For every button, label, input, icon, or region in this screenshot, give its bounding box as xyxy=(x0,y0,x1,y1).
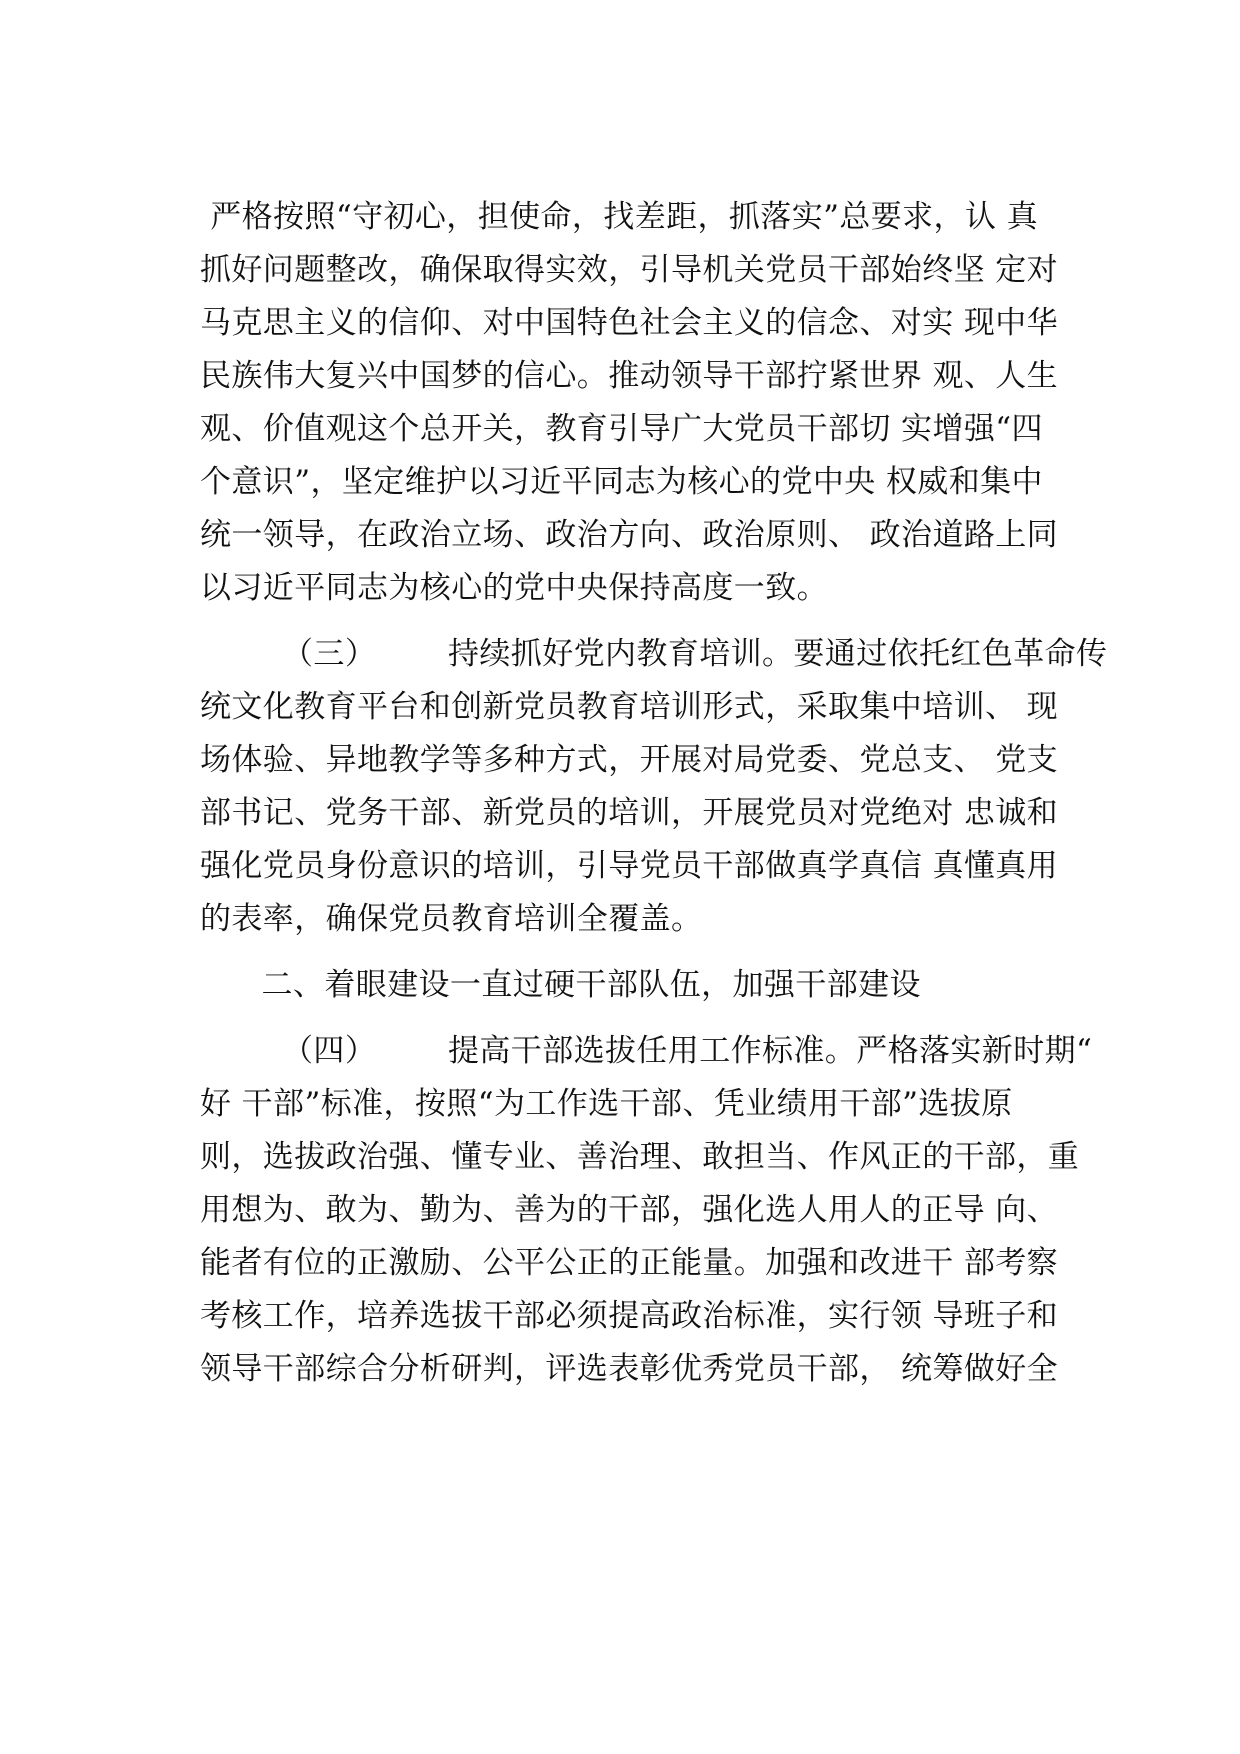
text-line: 好 干部”标准，按照“为工作选干部、凭业绩用干部”选拔原 xyxy=(200,1086,1013,1122)
text-line: 抓好问题整改，确保取得实效，引导机关党员干部始终坚 定对 xyxy=(200,252,1059,288)
text-line: 民族伟大复兴中国梦的信心。推动领导干部拧紧世界 观、人生 xyxy=(200,358,1059,394)
text-line: 考核工作，培养选拔干部必须提高政治标准，实行领 导班子和 xyxy=(200,1298,1059,1334)
text-line: 的表率，确保党员教育培训全覆盖。 xyxy=(200,901,703,937)
text-line: 观、价值观这个总开关，教育引导广大党员干部切 实增强“四 xyxy=(200,411,1043,447)
text-line: 马克思主义的信仰、对中国特色社会主义的信念、对实 现中华 xyxy=(200,305,1059,341)
text-line: 场体验、异地教学等多种方式，开展对局党委、党总支、 党支 xyxy=(200,742,1059,778)
text-line: 严格按照“守初心，担使命，找差距，抓落实”总要求，认 真 xyxy=(200,199,1039,235)
section-heading: 二、着眼建设一直过硬干部队伍，加强干部建设 xyxy=(200,967,921,1003)
text-line: 领导干部综合分析研判，评选表彰优秀党员干部， 统筹做好全 xyxy=(200,1351,1059,1387)
text-line: 用想为、敢为、勤为、善为的干部，强化选人用人的正导 向、 xyxy=(200,1192,1059,1228)
text-line: 以习近平同志为核心的党中央保持高度一致。 xyxy=(200,570,828,606)
text-line: 能者有位的正激励、公平公正的正能量。加强和改进干 部考察 xyxy=(200,1245,1059,1281)
text-line: （三） 持续抓好党内教育培训。要通过依托红色革命传 xyxy=(200,636,1108,672)
text-line: 个意识”，坚定维护以习近平同志为核心的党中央 权威和集中 xyxy=(200,464,1043,500)
text-line: 强化党员身份意识的培训，引导党员干部做真学真信 真懂真用 xyxy=(200,848,1059,884)
text-line: 部书记、党务干部、新党员的培训，开展党员对党绝对 忠诚和 xyxy=(200,795,1059,831)
text-line: 则，选拔政治强、懂专业、善治理、敢担当、作风正的干部，重 xyxy=(200,1139,1080,1175)
text-line: 统一领导，在政治立场、政治方向、政治原则、 政治道路上同 xyxy=(200,517,1059,553)
text-line: （四） 提高干部选拔任用工作标准。严格落实新时期“ xyxy=(200,1033,1093,1069)
text-line: 统文化教育平台和创新党员教育培训形式，采取集中培训、 现 xyxy=(200,689,1059,725)
